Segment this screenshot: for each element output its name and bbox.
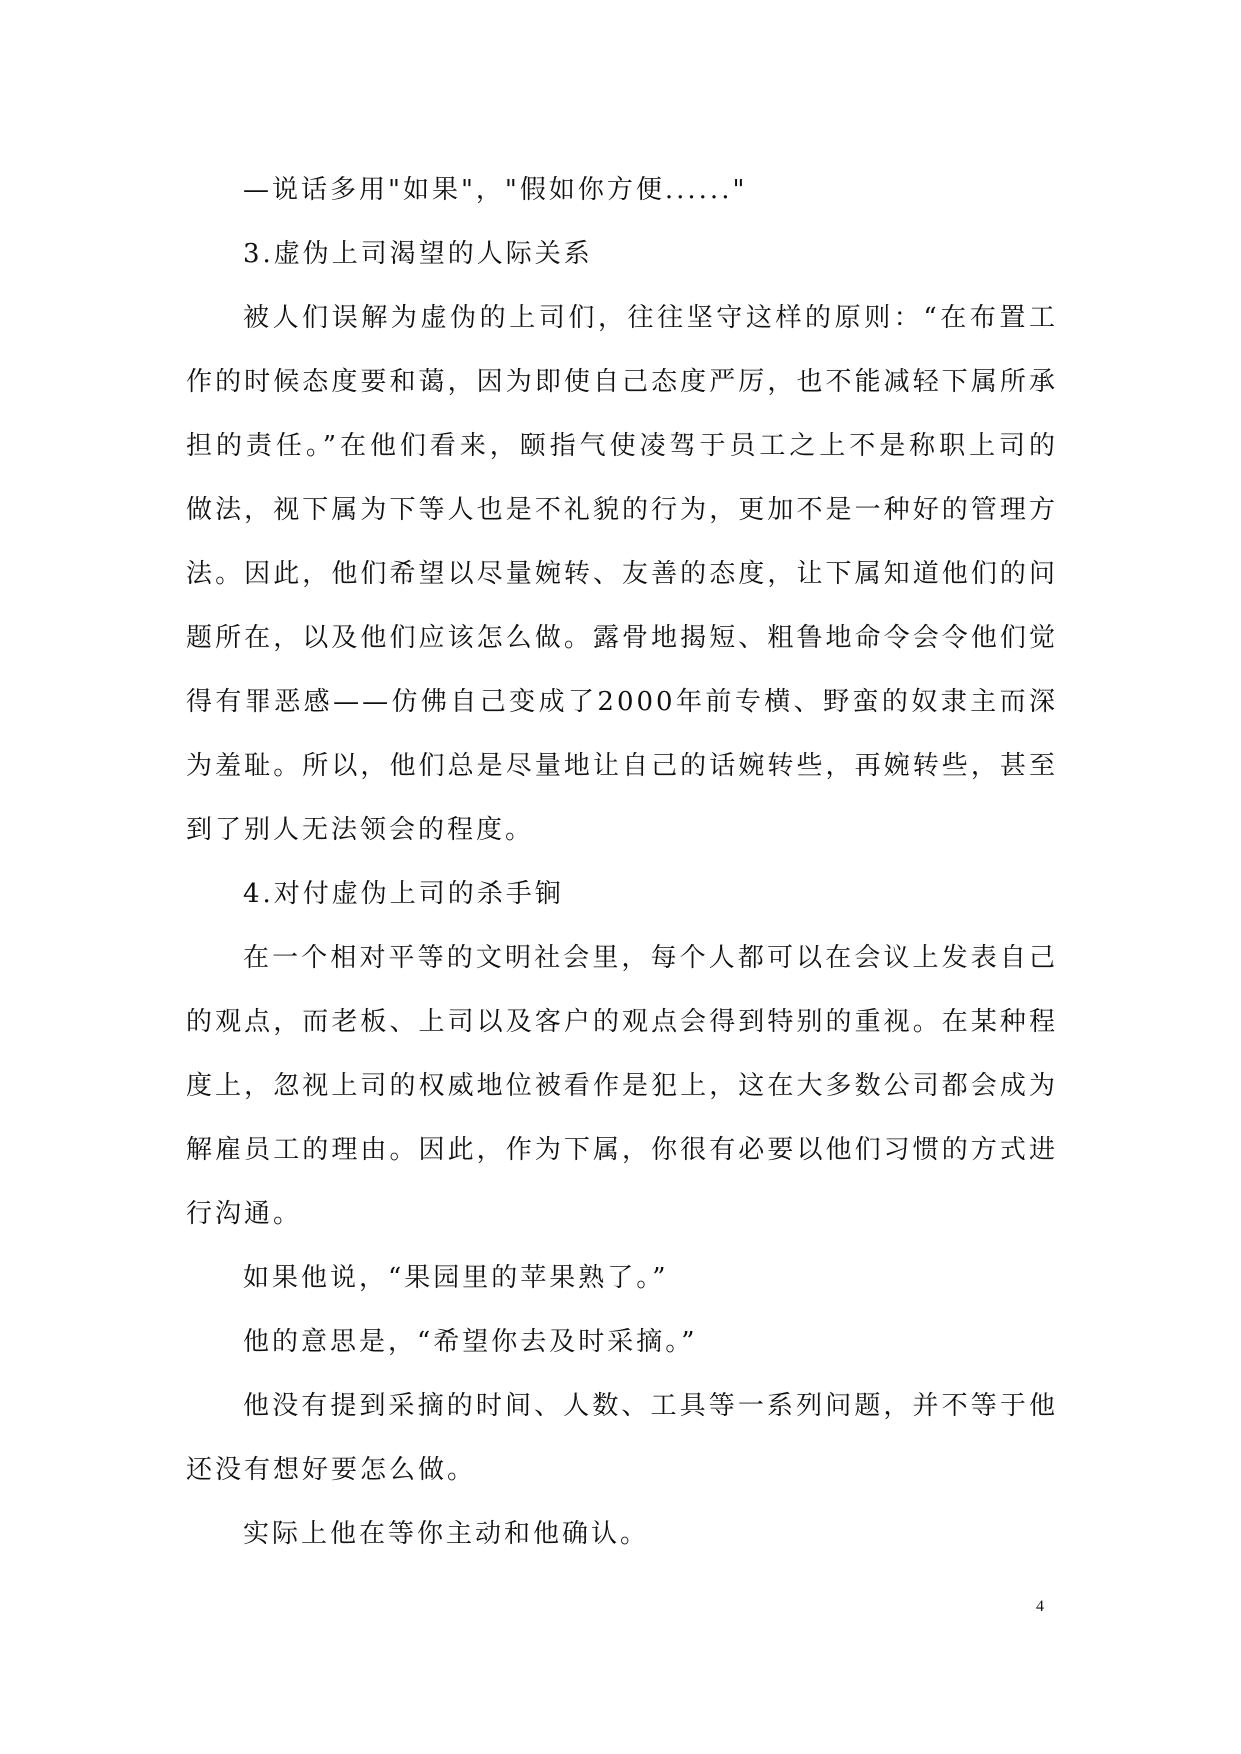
page-number: 4 bbox=[1036, 1598, 1044, 1615]
heading-section-3: 3.虚伪上司渴望的人际关系 bbox=[243, 239, 593, 269]
paragraph-no-details: 他没有提到采摘的时间、人数、工具等一系列问题，并不等于他还没有想好要怎么做。 bbox=[186, 1391, 1058, 1485]
paragraph-meaning-quote: 他的意思是，“希望你去及时采摘。” bbox=[243, 1327, 698, 1357]
paragraph-principles: 被人们误解为虚伪的上司们，往往坚守这样的原则：“在布置工作的时候态度要和蔼，因为即使自己态度严厉，也不能减轻下属所承担的责任。”在他们看来，颐指气使凌驾于员工之上不是称职上司的做法，视下属为下等人也是不礼貌的行为，更加不是一种好的管理方法。因此，他们希望以尽量婉转、友善的态度，让下属知道他们的问题所在，以及他们应该怎么做。露骨地揭短、粗鲁地命令会令他们觉得有罪恶感——仿佛自己变成了2000年前专横、野蛮的奴隶主而深为羞耻。所以，他们总是尽量地让自己的话婉转些，再婉转些，甚至到了别人无法领会的程度。 bbox=[186, 303, 1058, 845]
paragraph-orchard-quote: 如果他说，“果园里的苹果熟了。” bbox=[243, 1263, 669, 1293]
paragraph-bullet-conditional: —说话多用"如果"，"假如你方便......" bbox=[243, 175, 748, 205]
paragraph-civil-society: 在一个相对平等的文明社会里，每个人都可以在会议上发表自己的观点，而老板、上司以及客户的观点会得到特别的重视。在某种程度上，忽视上司的权威地位被看作是犯上，这在大多数公司都会成为解雇员工的理由。因此，作为下属，你很有必要以他们习惯的方式进行沟通。 bbox=[186, 943, 1058, 1229]
paragraph-confirm: 实际上他在等你主动和他确认。 bbox=[243, 1519, 650, 1549]
heading-section-4: 4.对付虚伪上司的杀手锏 bbox=[243, 879, 564, 909]
body-text bbox=[186, 158, 1058, 1566]
